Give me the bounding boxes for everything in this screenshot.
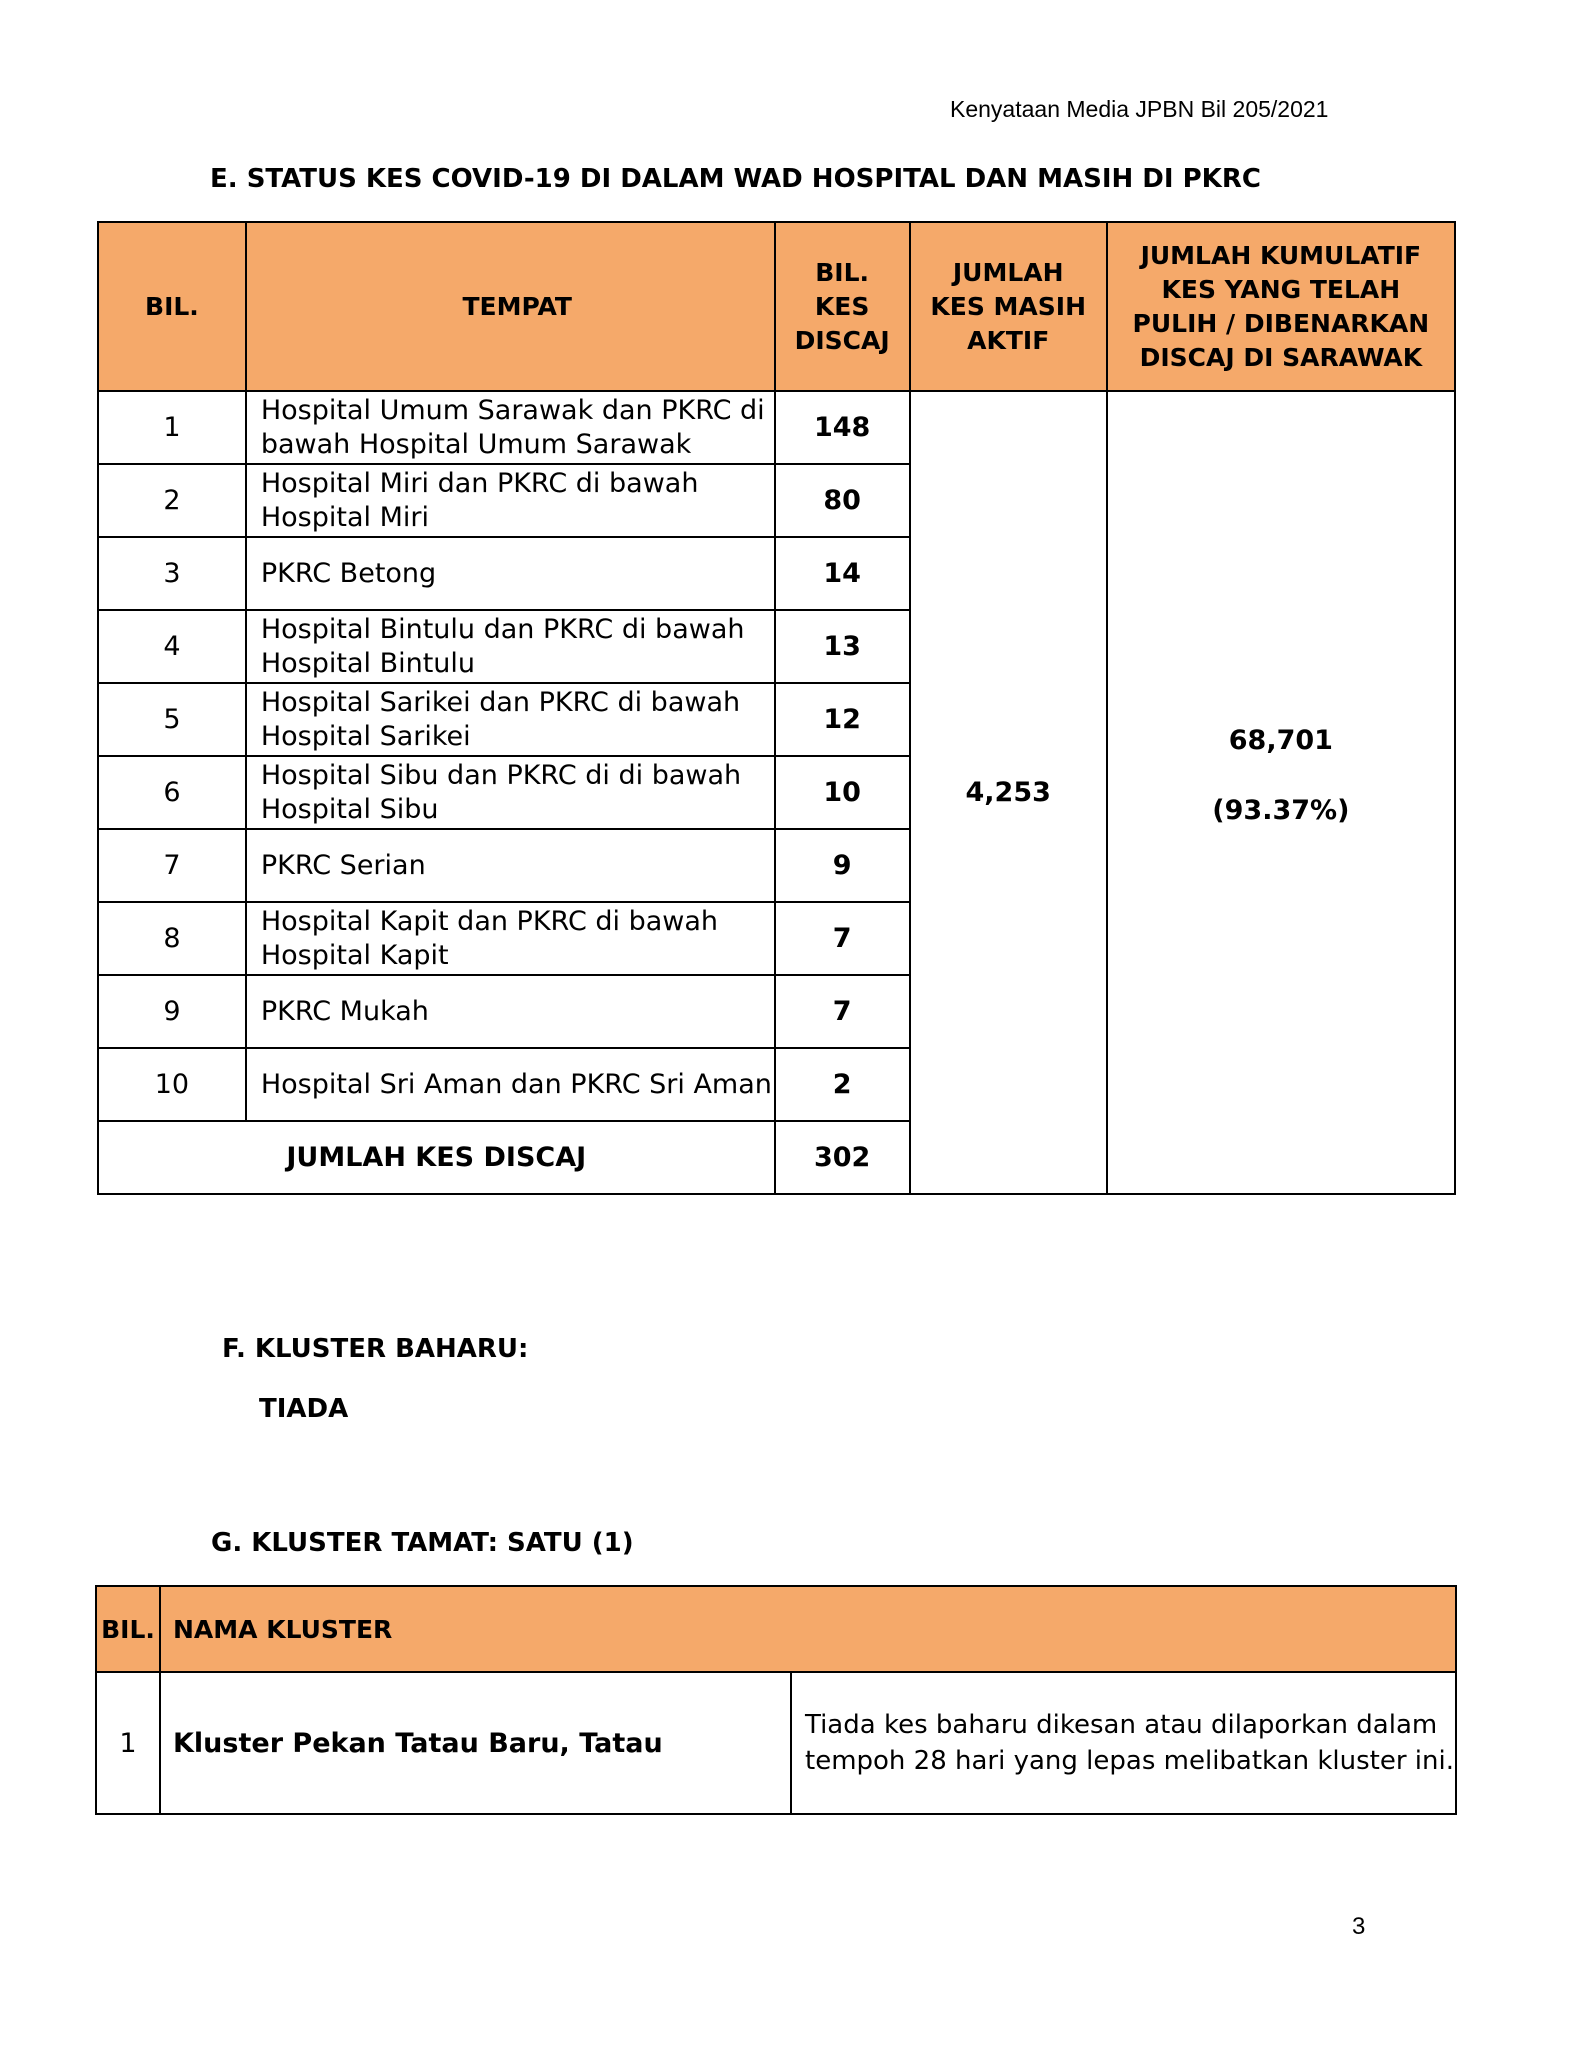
tempat-line: Hospital Miri dan PKRC di bawah xyxy=(260,467,699,499)
row-tempat xyxy=(246,756,775,829)
row-tempat xyxy=(246,829,775,902)
section-f-title: F. KLUSTER BAHARU: xyxy=(222,1334,529,1364)
tempat-line: Hospital Sibu dan PKRC di di bawah xyxy=(260,759,742,791)
tempat-line: Hospital Kapit xyxy=(260,939,449,971)
desc-line: Tiada kes baharu dikesan atau dilaporkan dalam xyxy=(805,1710,1438,1740)
header-line: KES MASIH xyxy=(930,291,1087,321)
row-kes: 148 xyxy=(775,391,910,464)
total-label: JUMLAH KES DISCAJ xyxy=(98,1121,775,1194)
tempat-line: PKRC Betong xyxy=(260,557,437,589)
row-nama-kluster: Kluster Pekan Tatau Baru, Tatau xyxy=(160,1672,791,1814)
row-bil: 3 xyxy=(98,537,246,610)
total-value: 302 xyxy=(775,1121,910,1194)
tempat-line: Hospital Bintulu xyxy=(260,647,476,679)
header-line: KES YANG TELAH xyxy=(1161,274,1401,304)
tempat-line: PKRC Serian xyxy=(260,849,426,881)
row-tempat xyxy=(246,610,775,683)
row-bil: 2 xyxy=(98,464,246,537)
section-e-title: E. STATUS KES COVID-19 DI DALAM WAD HOSPITAL DAN MASIH DI PKRC xyxy=(210,164,1261,194)
header-line: DISCAJ DI SARAWAK xyxy=(1139,342,1423,372)
header-nama-kluster: NAMA KLUSTER xyxy=(160,1586,1456,1672)
row-kes: 2 xyxy=(775,1048,910,1121)
row-kes: 13 xyxy=(775,610,910,683)
row-tempat xyxy=(246,902,775,975)
row-tempat xyxy=(246,1048,775,1121)
kluster-tamat-table xyxy=(95,1585,1457,1815)
tempat-line: Hospital Umum Sarawak dan PKRC di xyxy=(260,394,765,426)
table-header-row xyxy=(96,1586,1456,1672)
row-tempat xyxy=(246,391,775,464)
header-kes-aktif xyxy=(910,222,1107,391)
row-tempat xyxy=(246,683,775,756)
row-kes: 7 xyxy=(775,975,910,1048)
section-g-title: G. KLUSTER TAMAT: SATU (1) xyxy=(211,1528,634,1558)
row-keterangan xyxy=(791,1672,1456,1814)
row-bil: 8 xyxy=(98,902,246,975)
page-number: 3 xyxy=(1352,1913,1366,1940)
kes-aktif-value: 4,253 xyxy=(910,391,1107,1194)
row-bil: 9 xyxy=(98,975,246,1048)
row-tempat xyxy=(246,537,775,610)
tempat-line: Hospital Sarikei xyxy=(260,720,471,752)
row-bil: 10 xyxy=(98,1048,246,1121)
header-bil: BIL. xyxy=(98,222,246,391)
header-line: KES xyxy=(814,291,870,321)
desc-line: tempoh 28 hari yang lepas melibatkan kluster ini. xyxy=(805,1746,1454,1776)
tempat-line: bawah Hospital Umum Sarawak xyxy=(260,428,692,460)
tempat-line: Hospital Sarikei dan PKRC di bawah xyxy=(260,686,741,718)
tempat-line: PKRC Mukah xyxy=(260,995,429,1027)
header-line: DISCAJ xyxy=(794,325,890,355)
tempat-line: Hospital Kapit dan PKRC di bawah xyxy=(260,905,719,937)
header-line: AKTIF xyxy=(967,325,1050,355)
tempat-line: Hospital Sri Aman dan PKRC Sri Aman xyxy=(260,1068,772,1100)
header-line: JUMLAH xyxy=(952,257,1064,287)
row-bil: 4 xyxy=(98,610,246,683)
row-kes: 10 xyxy=(775,756,910,829)
header-line: BIL. xyxy=(815,257,870,287)
tempat-line: Hospital Sibu xyxy=(260,793,439,825)
kumulatif-percent: (93.37%) xyxy=(1212,794,1350,826)
header-bil: BIL. xyxy=(96,1586,160,1672)
row-kes: 14 xyxy=(775,537,910,610)
kumulatif-value: 68,701 xyxy=(1228,724,1333,756)
row-bil: 5 xyxy=(98,683,246,756)
kumulatif-cell xyxy=(1107,391,1455,1194)
row-tempat xyxy=(246,975,775,1048)
row-tempat xyxy=(246,464,775,537)
table-header-row xyxy=(98,222,1455,391)
row-kes: 7 xyxy=(775,902,910,975)
row-bil: 7 xyxy=(98,829,246,902)
row-kes: 12 xyxy=(775,683,910,756)
hospital-status-table xyxy=(97,221,1456,1195)
header-line: JUMLAH KUMULATIF xyxy=(1140,240,1422,270)
row-bil: 1 xyxy=(96,1672,160,1814)
row-kes: 80 xyxy=(775,464,910,537)
section-f-value: TIADA xyxy=(259,1394,349,1424)
row-bil: 1 xyxy=(98,391,246,464)
tempat-line: Hospital Bintulu dan PKRC di bawah xyxy=(260,613,745,645)
header-kes-discaj xyxy=(775,222,910,391)
table-row xyxy=(98,391,1455,464)
table-row xyxy=(96,1672,1456,1814)
header-line: PULIH / DIBENARKAN xyxy=(1132,308,1430,338)
row-bil: 6 xyxy=(98,756,246,829)
row-kes: 9 xyxy=(775,829,910,902)
tempat-line: Hospital Miri xyxy=(260,501,429,533)
document-reference: Kenyataan Media JPBN Bil 205/2021 xyxy=(950,96,1329,122)
header-kumulatif xyxy=(1107,222,1455,391)
header-tempat: TEMPAT xyxy=(246,222,775,391)
